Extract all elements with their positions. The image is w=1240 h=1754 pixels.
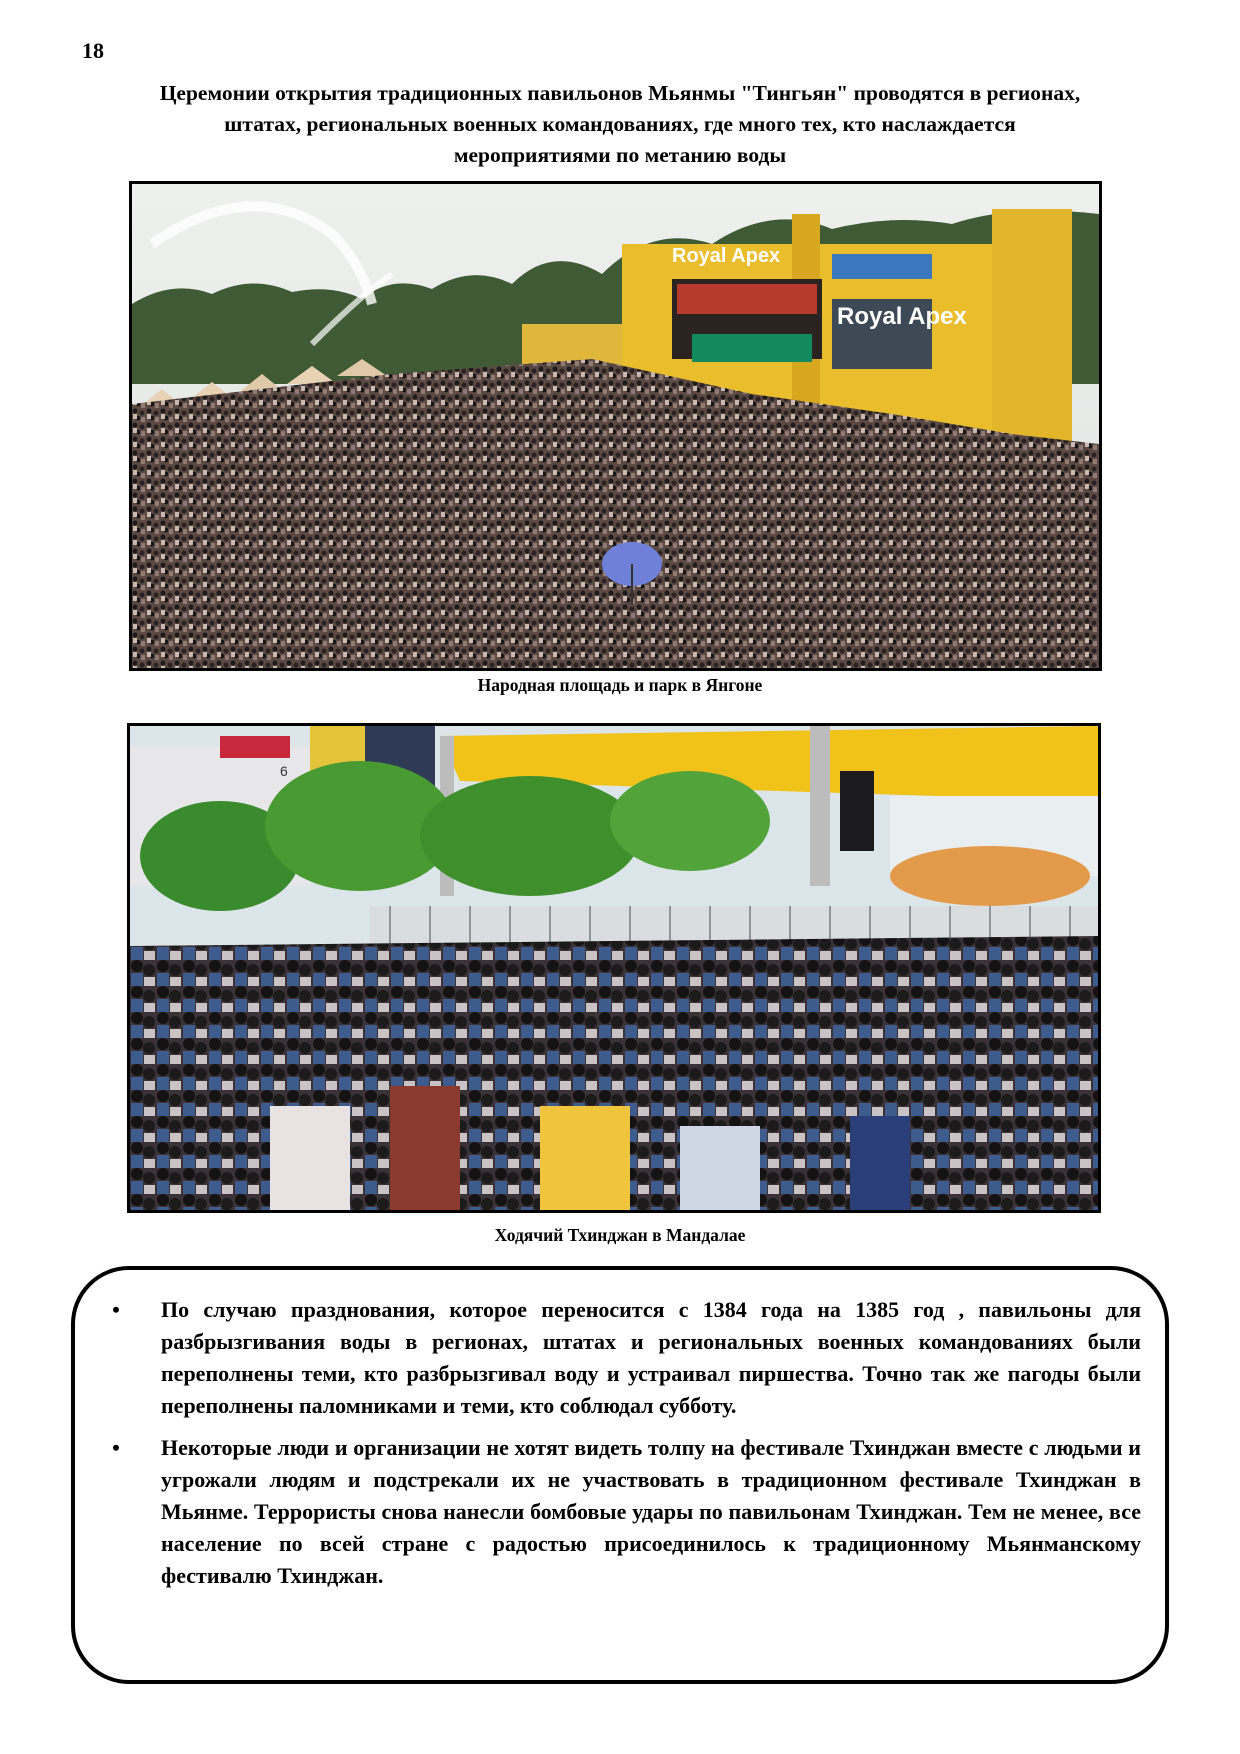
page-headline [70,78,1170,171]
page-number: 18 [82,38,104,63]
photo-caption-mandalay: Ходячий Тхинджан в Мандалае [494,1225,746,1245]
screen-sign: Royal Apex [837,303,967,330]
list-item [101,1432,1141,1592]
info-box [71,1266,1169,1684]
list-item [101,1294,1141,1422]
photo-mandalay-crowd [127,723,1101,1213]
photo-yangon-illustration [132,184,1099,668]
photo-caption-yangon: Народная площадь и парк в Янгоне [477,675,763,695]
stage-sign: Royal Apex [672,245,781,267]
headline-line-1: Церемонии открытия традиционных павильонов Мьянмы "Тингьян" проводятся в регионах, [159,81,1081,105]
bullet-text: По случаю празднования, которое переносится с 1384 года на 1385 год , павильоны для разбрызгивания воды в регионах, штатах и региональных военных командованиях были переполнены теми, кто разбрызгивал воду и устраивал пиршества. Точно так же пагоды были переполнены паломниками и теми, кто соблюдал субботу. [161,1297,1141,1418]
bullet-list [101,1294,1141,1602]
bullet-marker: • [112,1435,120,1460]
photo-yangon-crowd [129,181,1102,671]
bullet-text: Некоторые люди и организации не хотят видеть толпу на фестивале Тхинджан вместе с людьми и угрожали людям и подстрекали их не участвовать в традиционном фестивале Тхинджан в Мьянме. Террористы снова нанесли бомбовые удары по павильонам Тхинджан. Тем не менее, все население по всей стране с радостью присоединилось к традиционному Мьянманскому фестивалю Тхинджан. [161,1435,1141,1588]
bullet-marker: • [112,1297,120,1322]
headline-line-3: мероприятиями по метанию воды [453,143,787,167]
building-number: 6 [280,763,288,779]
headline-line-2: штатах, региональных военных командованиях, где много тех, кто наслаждается [224,112,1016,136]
photo-mandalay-illustration [130,726,1098,1210]
